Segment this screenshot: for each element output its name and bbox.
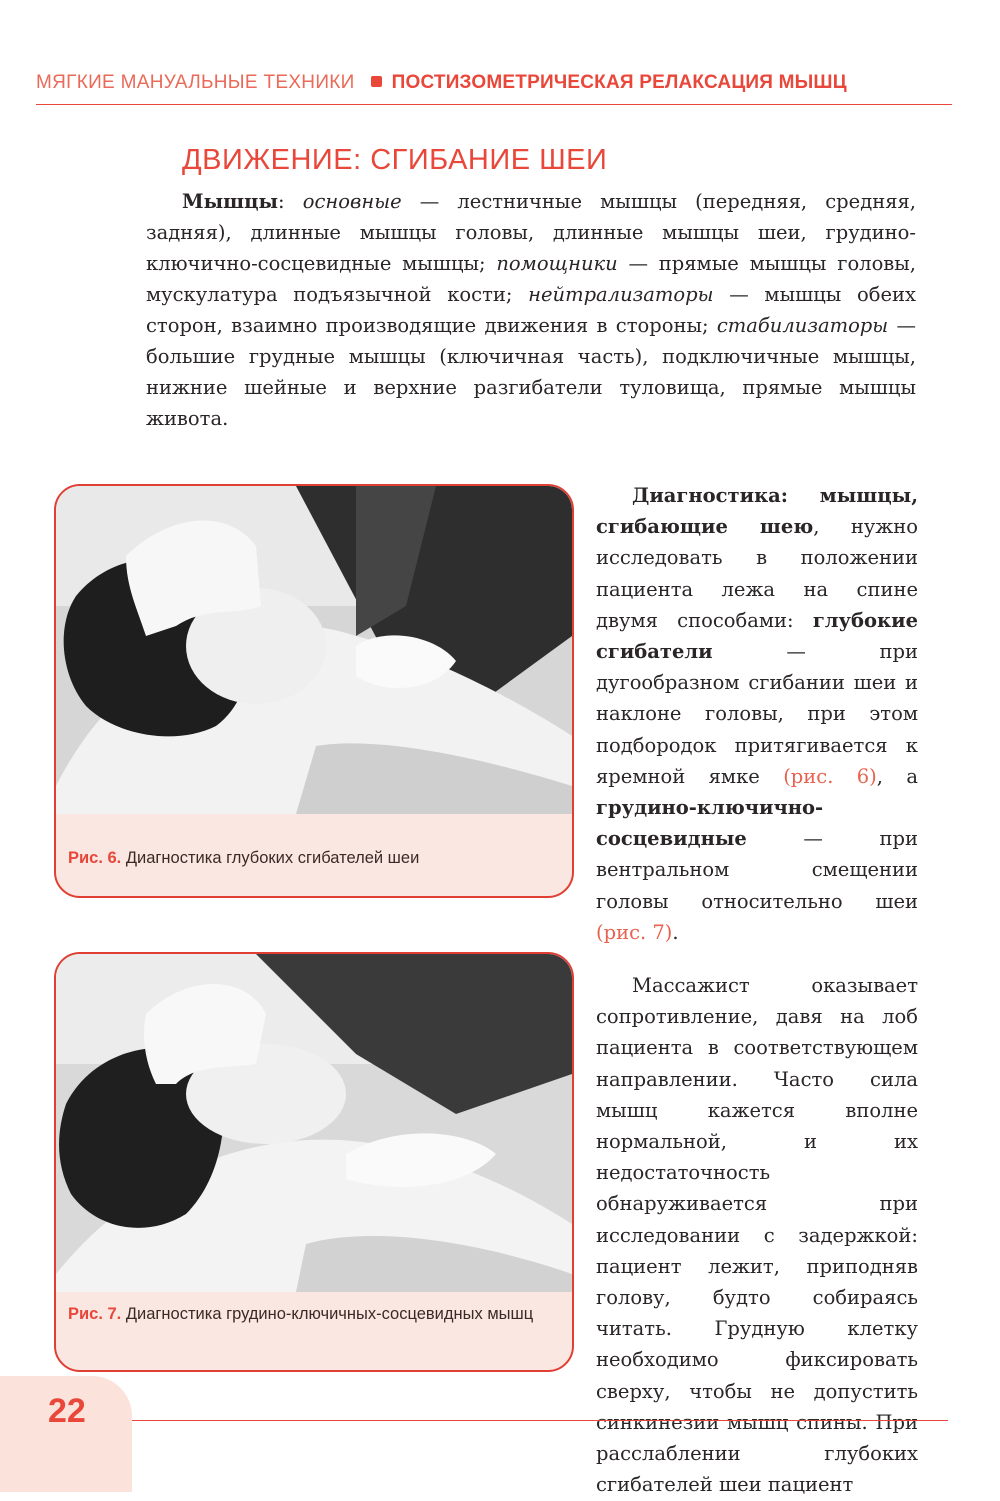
header-rule xyxy=(36,104,952,105)
term-main: основные xyxy=(302,190,402,213)
term-helpers: помощники xyxy=(496,252,618,275)
page-number: 22 xyxy=(48,1392,86,1430)
muscles-label: Мышцы xyxy=(182,190,279,213)
header-book-section: МЯГКИЕ МАНУАЛЬНЫЕ ТЕХНИКИ xyxy=(36,72,355,93)
intro-text-1: — лестничные мышцы (передняя, средняя, задняя), длинные мышцы головы, длинные мышцы шеи, грудино-ключично-сосцевидные мышцы; xyxy=(146,190,916,275)
diagnostics-text-2: — при дугообразном сгибании шеи и наклоне головы, при этом подбородок притягивается к яремной ямке xyxy=(596,640,918,788)
photo-scm-diagnostics xyxy=(56,954,572,1292)
footer-rule xyxy=(132,1420,948,1421)
diagnostics-text-3: , а xyxy=(876,764,918,788)
intro-text-3: — мышцы обеих сторон, взаимно производящие движения в стороны; xyxy=(146,283,916,337)
resistance-paragraph: Массажист оказывает сопротивление, давя на лоб пациента в соответствующем направлении. Часто сила мышц кажется вполне нормальной, и их недостаточность обнаруживается при исследовании с задержкой: пациент лежит, приподняв голову, будто собираясь читать. Грудную клетку необходимо фиксировать сверху, чтобы не допустить синкинезии мышц спины. При расслаблении глубоких сгибателей шеи пациент xyxy=(596,974,918,1497)
intro-text-4: — большие грудные мышцы (ключичная часть), подключичные мышцы, нижние шейные и верхние разгибатели туловища, прямые мышцы живота. xyxy=(146,314,916,430)
intro-text-2: — прямые мышцы головы, мускулатура подъязычной кости; xyxy=(146,252,917,306)
photo-deep-flexors-diagnostics xyxy=(56,486,572,814)
intro-sep: : xyxy=(278,190,303,213)
diagnostics-text-4: — при вентральном смещении головы относительно шеи xyxy=(596,827,918,913)
scm-term: грудино-ключично-сосцевидные xyxy=(596,796,824,851)
term-neutralizers: нейтрализаторы xyxy=(528,283,714,306)
diagnostics-paragraph xyxy=(596,480,918,948)
intro-paragraph xyxy=(146,186,916,434)
term-stabilizers: стабилизаторы xyxy=(716,314,889,337)
header-chapter-title: ПОСТИЗОМЕТРИЧЕСКАЯ РЕЛАКСАЦИЯ МЫШЦ xyxy=(391,72,847,93)
figure-7 xyxy=(54,952,574,1372)
section-title: ДВИЖЕНИЕ: СГИБАНИЕ ШЕИ xyxy=(182,144,608,176)
deep-flexors-term: глубокие сгибатели xyxy=(596,608,918,664)
figure-6-caption xyxy=(68,844,560,872)
figure-6 xyxy=(54,484,574,898)
header-bullet-icon xyxy=(371,76,382,87)
diagnostics-heading: Диагностика: мышцы, сгибающие шею xyxy=(596,484,918,539)
figure-6-label: Рис. 6. xyxy=(68,849,122,867)
running-header xyxy=(36,72,952,94)
figure-7-label: Рис. 7. xyxy=(68,1305,122,1323)
diagnostics-text-1: , нужно исследовать в положении пациента лежа на спине двумя способами: xyxy=(596,515,918,632)
figure-7-caption-text: Диагностика грудино-ключичных-сосцевидных мышц xyxy=(121,1305,534,1323)
diagnostics-text-5: . xyxy=(672,920,679,944)
figure-6-caption-text: Диагностика глубоких сгибателей шеи xyxy=(121,849,420,867)
figure-6-ref-link[interactable]: (рис. 6) xyxy=(783,764,877,788)
figure-7-caption xyxy=(68,1300,560,1328)
figure-7-ref-link[interactable]: (рис. 7) xyxy=(596,920,673,944)
right-text-column xyxy=(596,480,918,1501)
